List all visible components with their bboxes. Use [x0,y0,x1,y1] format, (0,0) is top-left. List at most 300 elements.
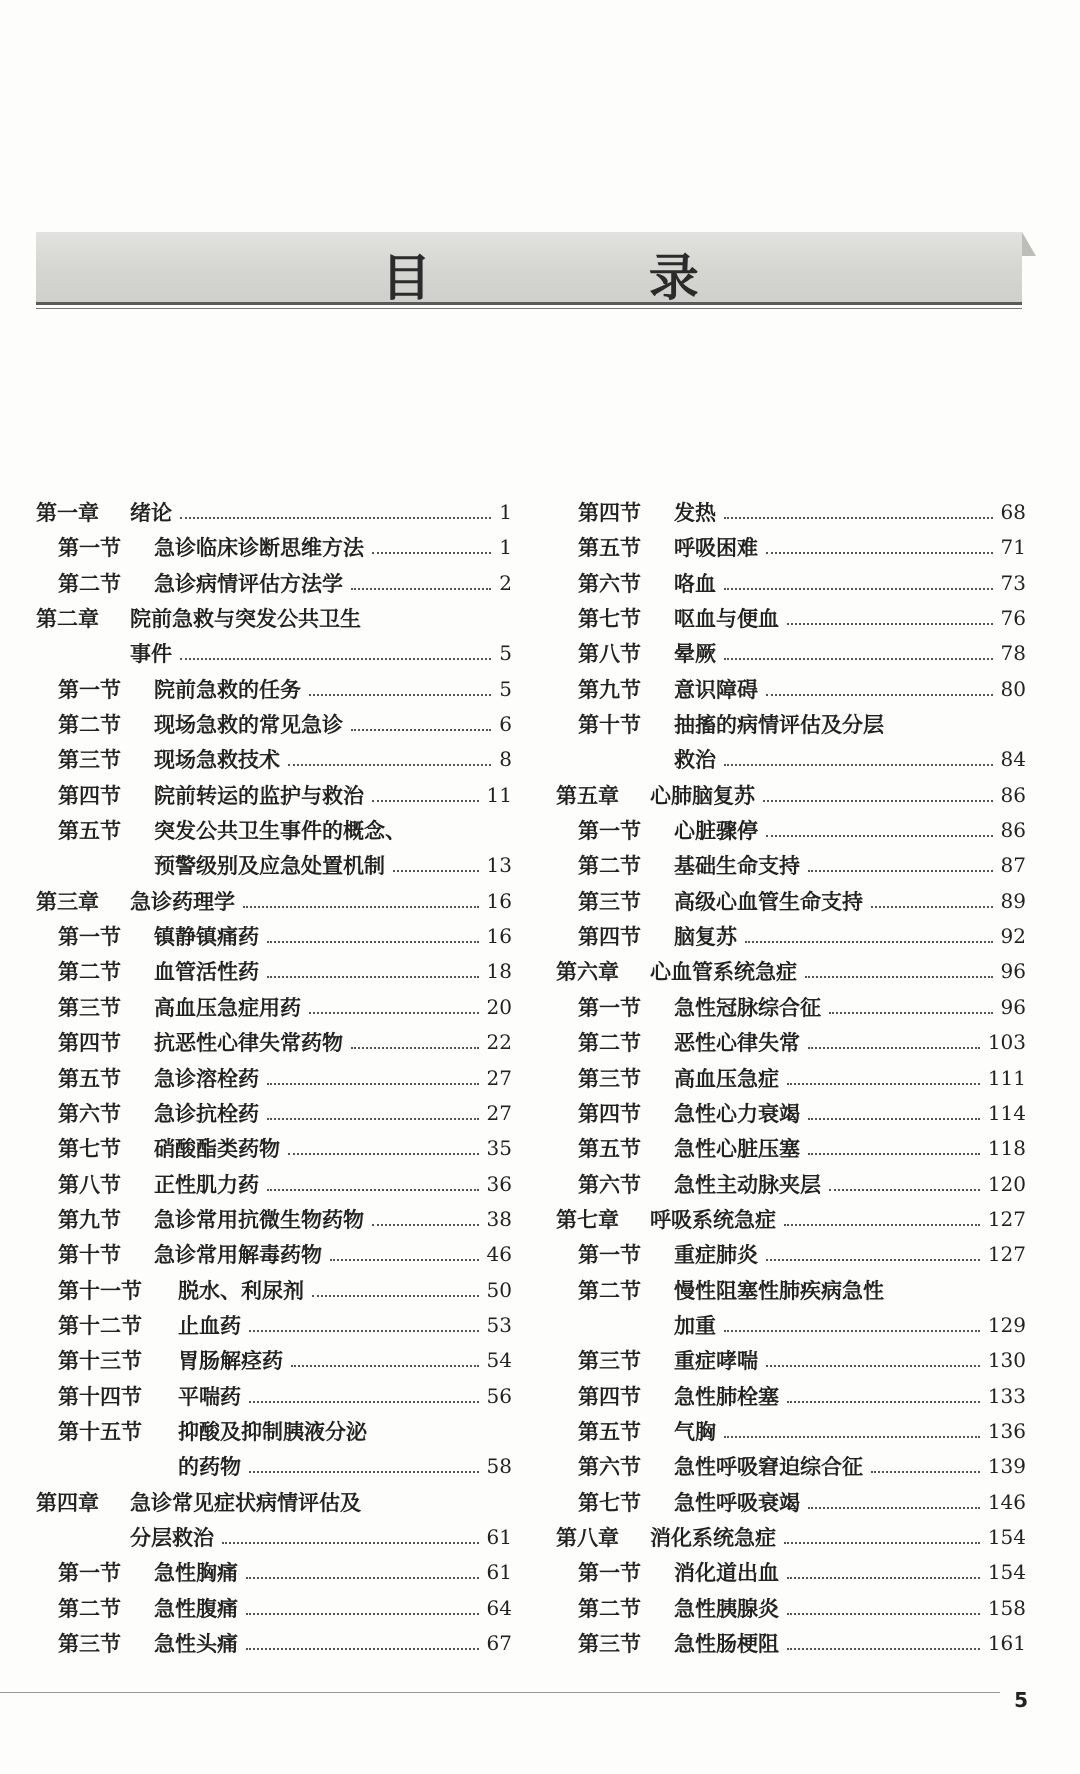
dot-leader [267,941,479,943]
page-ref: 139 [982,1449,1026,1484]
section-title: 胃肠解痉药 [178,1343,289,1378]
page-ref: 136 [982,1414,1026,1449]
section-label: 第四节 [578,1100,641,1126]
page-ref: 22 [481,1025,512,1060]
section-title: 血管活性药 [154,954,265,989]
toc-section-entry[interactable] [556,1414,1026,1449]
section-title: 脱水、利尿剂 [178,1273,310,1308]
section-title: 意识障碍 [674,672,764,707]
page-ref: 158 [982,1591,1026,1626]
page-ref: 5 [493,636,512,671]
section-title: 消化道出血 [674,1555,785,1590]
page-ref: 27 [481,1061,512,1096]
section-label: 第一节 [578,1242,641,1268]
section-label: 第三节 [58,994,121,1020]
page-ref: 76 [995,601,1026,636]
toc-section-entry[interactable] [36,778,512,813]
page-ref: 118 [982,1131,1026,1166]
section-title: 急性呼吸窘迫综合征 [674,1449,869,1484]
page-ref: 111 [982,1061,1026,1096]
section-label: 第二节 [578,1277,641,1303]
toc-section-entry[interactable] [36,1626,512,1661]
section-label: 第二节 [578,1595,641,1621]
section-title: 急性心脏压塞 [674,1131,806,1166]
toc-section-entry[interactable] [36,1096,512,1131]
dot-leader [787,623,993,625]
page-ref: 35 [481,1131,512,1166]
section-title: 高血压急症 [674,1061,785,1096]
dot-leader [249,1401,479,1403]
dot-leader [724,588,993,590]
dot-leader [291,1365,479,1367]
dot-leader [871,906,993,908]
section-label: 第三节 [58,747,121,773]
dot-leader [249,1471,479,1473]
section-title: 急性肠梗阻 [674,1626,785,1661]
section-title: 抗恶性心律失常药物 [154,1025,349,1060]
section-title: 急诊溶栓药 [154,1061,265,1096]
section-title: 院前转运的监护与救治 [154,778,370,813]
toc-section-entry[interactable] [556,1167,1026,1202]
page-ref: 87 [995,848,1026,883]
page-ref: 71 [995,530,1026,565]
toc-section-entry[interactable] [36,1343,512,1378]
page-ref: 20 [481,990,512,1025]
section-label: 第十节 [58,1242,121,1268]
section-title: 镇静镇痛药 [154,919,265,954]
section-label: 第七节 [578,606,641,632]
toc-section-continuation[interactable] [556,1308,1026,1343]
page-ref: 1 [493,495,512,530]
dot-leader [288,1153,479,1155]
dot-leader [787,1613,980,1615]
section-title: 气胸 [674,1414,722,1449]
toc-section-entry[interactable] [556,530,1026,565]
toc-chapter-continuation[interactable] [36,1520,512,1555]
toc-section-continuation[interactable] [36,1449,512,1484]
dot-leader [787,1401,980,1403]
dot-leader [787,1648,980,1650]
section-label: 第一节 [578,1560,641,1586]
toc-chapter-entry[interactable] [36,884,512,919]
chapter-label: 第三章 [36,888,99,914]
dot-leader [805,976,993,978]
dot-leader [724,764,993,766]
toc-section-entry[interactable] [36,672,512,707]
dot-leader [787,1083,980,1085]
toc-section-entry[interactable] [556,636,1026,671]
dot-leader [766,1259,980,1261]
toc-section-entry[interactable] [556,1237,1026,1272]
chapter-label: 第四章 [36,1489,99,1515]
section-title: 脑复苏 [674,919,743,954]
toc-section-entry[interactable] [556,1096,1026,1131]
dot-leader [351,729,491,731]
page-ref: 2 [493,566,512,601]
section-title: 的药物 [178,1449,247,1484]
page-ref: 5 [493,672,512,707]
page-ref: 86 [995,778,1026,813]
section-label: 第十四节 [58,1383,142,1409]
dot-leader [766,552,993,554]
dot-leader [766,694,993,696]
toc-section-entry[interactable] [36,742,512,777]
toc-section-entry[interactable] [556,1485,1026,1520]
section-title: 心脏骤停 [674,813,764,848]
section-title: 现场急救的常见急诊 [154,707,349,742]
section-label: 第五节 [578,535,641,561]
section-label: 第六节 [578,570,641,596]
toc-section-entry[interactable] [36,566,512,601]
page-ref: 38 [481,1202,512,1237]
section-label: 第一节 [58,535,121,561]
toc-section-entry[interactable] [36,707,512,742]
toc-section-entry[interactable] [36,1308,512,1343]
toc-section-entry[interactable] [556,1379,1026,1414]
dot-leader [766,1365,980,1367]
section-title: 院前急救的任务 [154,672,307,707]
section-title: 基础生命支持 [674,848,806,883]
page-ref: 11 [481,778,512,813]
page-ref: 130 [982,1343,1026,1378]
chapter-title: 事件 [130,636,178,671]
page-ref: 1 [493,530,512,565]
section-label: 第五节 [58,818,121,844]
dot-leader [267,1083,479,1085]
section-title: 恶性心律失常 [674,1025,806,1060]
section-title: 重症肺炎 [674,1237,764,1272]
section-label: 第二节 [58,1595,121,1621]
section-label: 第二节 [578,853,641,879]
toc-section-entry[interactable] [556,495,1026,530]
footer-divider [0,1692,1000,1693]
toc-section-entry[interactable] [36,1025,512,1060]
section-title: 咯血 [674,566,722,601]
dot-leader [243,906,479,908]
toc-chapter-entry[interactable] [556,1202,1026,1237]
dot-leader [309,694,491,696]
section-title: 重症哮喘 [674,1343,764,1378]
page-ref: 61 [481,1520,512,1555]
toc-section-entry[interactable] [36,1167,512,1202]
page-ref: 96 [995,990,1026,1025]
chapter-title: 急诊常见症状病情评估及 [130,1485,367,1520]
dot-leader [784,1542,980,1544]
page-ref: 154 [982,1555,1026,1590]
toc-chapter-entry[interactable] [556,778,1026,813]
chapter-label: 第七章 [556,1206,619,1232]
page-ref: 96 [995,954,1026,989]
section-title: 急性心力衰竭 [674,1096,806,1131]
section-title: 硝酸酯类药物 [154,1131,286,1166]
page-ref: 68 [995,495,1026,530]
page-ref: 86 [995,813,1026,848]
section-title: 急性冠脉综合征 [674,990,827,1025]
section-title: 急诊抗栓药 [154,1096,265,1131]
section-title: 现场急救技术 [154,742,286,777]
dot-leader [724,1330,980,1332]
toc-chapter-entry[interactable] [36,601,512,636]
section-title: 急性主动脉夹层 [674,1167,827,1202]
section-title: 急诊病情评估方法学 [154,566,349,601]
section-label: 第五节 [578,1418,641,1444]
toc-section-entry[interactable] [36,1202,512,1237]
dot-leader [372,552,491,554]
section-title: 急诊常用解毒药物 [154,1237,328,1272]
dot-leader [330,1259,479,1261]
section-label: 第五节 [578,1136,641,1162]
section-title: 急性肺栓塞 [674,1379,785,1414]
dot-leader [180,658,491,660]
page-ref: 54 [481,1343,512,1378]
page-ref: 89 [995,884,1026,919]
page-ref: 67 [481,1626,512,1661]
toc-section-entry[interactable] [36,1555,512,1590]
section-label: 第四节 [578,924,641,950]
page-ref: 133 [982,1379,1026,1414]
section-title: 抽搐的病情评估及分层 [674,707,890,742]
toc-section-entry[interactable] [556,1449,1026,1484]
toc-section-entry[interactable] [36,1273,512,1308]
page-ref: 114 [982,1096,1026,1131]
toc-section-entry[interactable] [556,1273,1026,1308]
toc-section-entry[interactable] [556,848,1026,883]
section-label: 第四节 [58,782,121,808]
toc-section-entry[interactable] [36,813,512,848]
section-label: 第十五节 [58,1418,142,1444]
dot-leader [351,1047,479,1049]
dot-leader [393,870,479,872]
section-title: 发热 [674,495,722,530]
toc-section-entry[interactable] [556,1343,1026,1378]
toc-section-entry[interactable] [556,707,1026,742]
page-ref: 103 [982,1025,1026,1060]
section-title: 急诊常用抗微生物药物 [154,1202,370,1237]
page-ref: 80 [995,672,1026,707]
toc-section-entry[interactable] [556,1591,1026,1626]
dot-leader [351,588,491,590]
page-ref: 6 [493,707,512,742]
dot-leader [745,941,993,943]
toc-section-entry[interactable] [556,1131,1026,1166]
dot-leader [808,1118,980,1120]
section-label: 第四节 [578,1383,641,1409]
dot-leader [808,1507,980,1509]
chapter-title: 心肺脑复苏 [650,778,761,813]
section-label: 第一节 [58,676,121,702]
section-label: 第九节 [578,676,641,702]
toc-section-entry[interactable] [36,1414,512,1449]
dot-leader [267,1118,479,1120]
chapter-title: 院前急救与突发公共卫生 [130,601,367,636]
dot-leader [766,835,993,837]
toc-section-entry[interactable] [36,919,512,954]
toc-section-entry[interactable] [556,919,1026,954]
section-label: 第八节 [58,1171,121,1197]
toc-section-entry[interactable] [556,1025,1026,1060]
toc-section-entry[interactable] [556,813,1026,848]
section-title: 高级心血管生命支持 [674,884,869,919]
section-title: 呕血与便血 [674,601,785,636]
toc-section-entry[interactable] [36,954,512,989]
section-label: 第七节 [58,1136,121,1162]
section-label: 第一节 [578,994,641,1020]
toc-chapter-entry[interactable] [36,1485,512,1520]
dot-leader [724,517,993,519]
dot-leader [246,1648,479,1650]
section-title: 抑酸及抑制胰液分泌 [178,1414,373,1449]
page-number: 5 [1014,1688,1028,1712]
section-label: 第三节 [578,1348,641,1374]
section-label: 第六节 [578,1454,641,1480]
page-ref: 146 [982,1485,1026,1520]
toc-section-entry[interactable] [556,884,1026,919]
dot-leader [372,1224,479,1226]
section-title: 救治 [674,742,722,777]
page-ref: 61 [481,1555,512,1590]
section-title: 平喘药 [178,1379,247,1414]
section-label: 第十一节 [58,1277,142,1303]
page-ref: 84 [995,742,1026,777]
section-title: 慢性阻塞性肺疾病急性 [674,1273,890,1308]
toc-section-continuation[interactable] [556,742,1026,777]
section-title: 急性呼吸衰竭 [674,1485,806,1520]
chapter-label: 第五章 [556,782,619,808]
page-ref: 16 [481,919,512,954]
toc-section-entry[interactable] [36,530,512,565]
section-title: 预警级别及应急处置机制 [154,848,391,883]
section-label: 第九节 [58,1206,121,1232]
toc-section-entry[interactable] [36,1591,512,1626]
section-label: 第十三节 [58,1348,142,1374]
dot-leader [724,1436,980,1438]
toc-section-entry[interactable] [36,1061,512,1096]
page-ref: 73 [995,566,1026,601]
section-label: 第一节 [58,924,121,950]
section-title: 正性肌力药 [154,1167,265,1202]
dot-leader [808,1153,980,1155]
chapter-title: 绪论 [130,495,178,530]
page-ref: 46 [481,1237,512,1272]
page-ref: 27 [481,1096,512,1131]
page-ref: 50 [481,1273,512,1308]
section-label: 第一节 [58,1560,121,1586]
section-label: 第七节 [578,1489,641,1515]
section-label: 第三节 [578,1065,641,1091]
page-ref: 53 [481,1308,512,1343]
dot-leader [871,1471,980,1473]
toc-section-entry[interactable] [36,1379,512,1414]
section-label: 第十二节 [58,1312,142,1338]
dot-leader [372,800,479,802]
dot-leader [312,1295,479,1297]
chapter-label: 第八章 [556,1524,619,1550]
page-ref: 64 [481,1591,512,1626]
toc-section-entry[interactable] [556,1626,1026,1661]
toc-chapter-entry[interactable] [556,1520,1026,1555]
dot-leader [288,764,491,766]
section-label: 第三节 [578,1631,641,1656]
section-label: 第三节 [578,888,641,914]
toc-section-entry[interactable] [556,566,1026,601]
chapter-title: 急诊药理学 [130,884,241,919]
toc-chapter-entry[interactable] [36,495,512,530]
toc-section-entry[interactable] [556,601,1026,636]
page-ref: 127 [982,1202,1026,1237]
page-ref: 18 [481,954,512,989]
dot-leader [724,658,993,660]
toc-section-entry[interactable] [36,1237,512,1272]
page-title: 目 录 [381,249,799,307]
dot-leader [808,1047,980,1049]
dot-leader [784,1224,980,1226]
page-ref: 56 [481,1379,512,1414]
section-title: 加重 [674,1308,722,1343]
section-title: 止血药 [178,1308,247,1343]
page-ref: 129 [982,1308,1026,1343]
section-label: 第二节 [58,959,121,985]
chapter-label: 第一章 [36,500,99,525]
section-label: 第八节 [578,641,641,667]
section-label: 第二节 [578,1030,641,1056]
section-label: 第二节 [58,570,121,596]
toc-section-entry[interactable] [36,1131,512,1166]
toc-right-column [556,495,1026,1661]
dot-leader [763,800,993,802]
toc-section-entry[interactable] [556,672,1026,707]
chapter-label: 第六章 [556,959,619,985]
toc-section-entry[interactable] [556,1555,1026,1590]
dot-leader [309,1012,479,1014]
toc-section-entry[interactable] [36,990,512,1025]
section-title: 突发公共卫生事件的概念、 [154,813,412,848]
section-label: 第二节 [58,712,121,738]
section-title: 急性头痛 [154,1626,244,1661]
section-title: 急性胸痛 [154,1555,244,1590]
section-title: 急性胰腺炎 [674,1591,785,1626]
dot-leader [180,517,491,519]
dot-leader [808,870,993,872]
dot-leader [787,1577,980,1579]
dot-leader [246,1577,479,1579]
section-title: 急性腹痛 [154,1591,244,1626]
toc-section-continuation[interactable] [36,848,512,883]
section-label: 第五节 [58,1065,121,1091]
dot-leader [267,976,479,978]
toc-section-entry[interactable] [556,990,1026,1025]
page-ref: 13 [481,848,512,883]
section-title: 晕厥 [674,636,722,671]
toc-chapter-continuation[interactable] [36,636,512,671]
section-title: 高血压急症用药 [154,990,307,1025]
toc-section-entry[interactable] [556,1061,1026,1096]
chapter-title: 消化系统急症 [650,1520,782,1555]
dot-leader [246,1613,479,1615]
chapter-title: 心血管系统急症 [650,954,803,989]
page-ref: 161 [982,1626,1026,1661]
page-ref: 58 [481,1449,512,1484]
page-ref: 120 [982,1167,1026,1202]
page-ref: 154 [982,1520,1026,1555]
chapter-label: 第二章 [36,606,99,632]
toc-chapter-entry[interactable] [556,954,1026,989]
chapter-title: 分层救治 [130,1520,220,1555]
section-label: 第一节 [578,818,641,844]
section-label: 第十节 [578,712,641,738]
dot-leader [222,1542,479,1544]
dot-leader [249,1330,479,1332]
page-ref: 127 [982,1237,1026,1272]
